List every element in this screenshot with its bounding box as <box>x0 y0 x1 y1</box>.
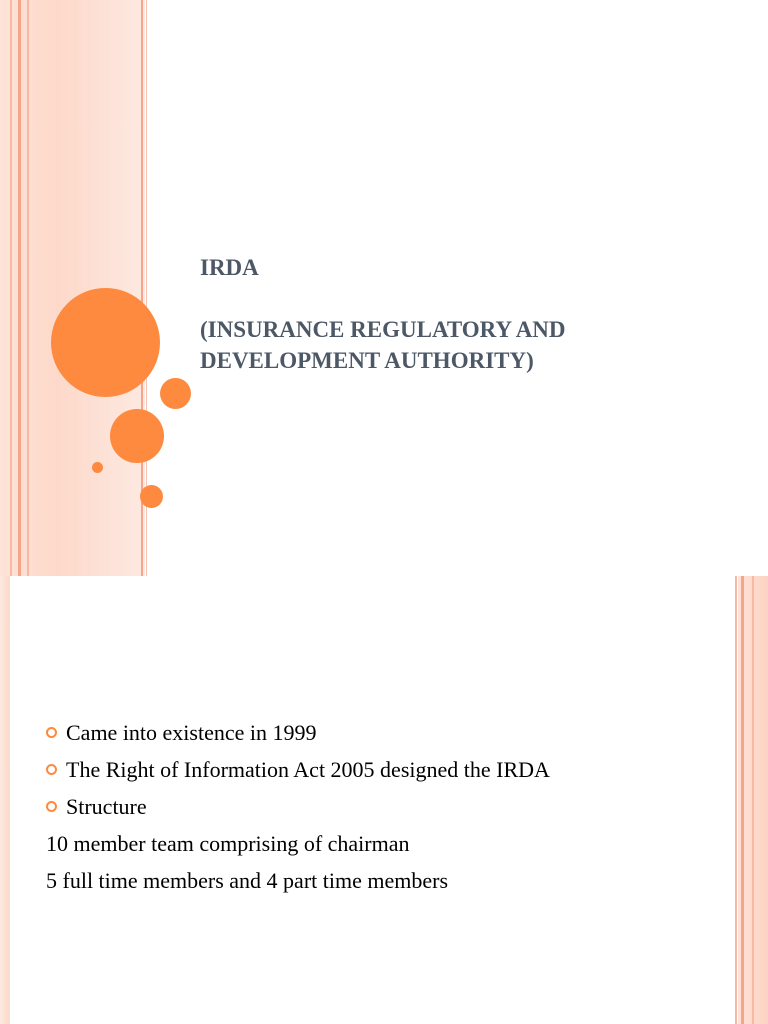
decorative-stripe <box>735 576 737 1024</box>
body-line <box>46 862 726 899</box>
tiny-circle-icon <box>92 462 103 473</box>
body-line <box>46 825 726 862</box>
body-text: 5 full time members and 4 part time members <box>46 867 449 893</box>
small-circle-icon <box>140 485 163 508</box>
decorative-stripe <box>741 576 744 1024</box>
bullet-text: Structure <box>66 793 147 819</box>
decorative-stripe <box>18 0 21 576</box>
medium-circle-icon <box>110 409 164 463</box>
ring-bullet-icon <box>46 727 57 738</box>
decorative-left-band <box>0 0 145 576</box>
content-slide <box>0 576 768 1024</box>
bullet-text: Came into existence in 1999 <box>66 719 317 745</box>
title-acronym: IRDA <box>200 255 259 280</box>
small-circle-icon <box>160 378 191 409</box>
bullet-item <box>46 751 726 788</box>
body-text: 10 member team comprising of chairman <box>46 830 410 856</box>
slide-body <box>46 714 726 899</box>
decorative-stripe <box>10 0 12 576</box>
title-full-name-line1: (INSURANCE REGULATORY AND <box>200 317 566 342</box>
title-full-name-line2: DEVELOPMENT AUTHORITY) <box>200 348 534 373</box>
decorative-stripe <box>752 576 754 1024</box>
decorative-stripe <box>27 0 29 576</box>
bullet-text: The Right of Information Act 2005 designed the IRDA <box>66 756 550 782</box>
title-spacer <box>200 283 740 314</box>
ring-bullet-icon <box>46 764 57 775</box>
slide-title <box>200 252 740 376</box>
large-circle-icon <box>51 288 160 397</box>
bullet-item <box>46 788 726 825</box>
decorative-left-edge <box>0 576 10 1024</box>
ring-bullet-icon <box>46 801 57 812</box>
bullet-item <box>46 714 726 751</box>
